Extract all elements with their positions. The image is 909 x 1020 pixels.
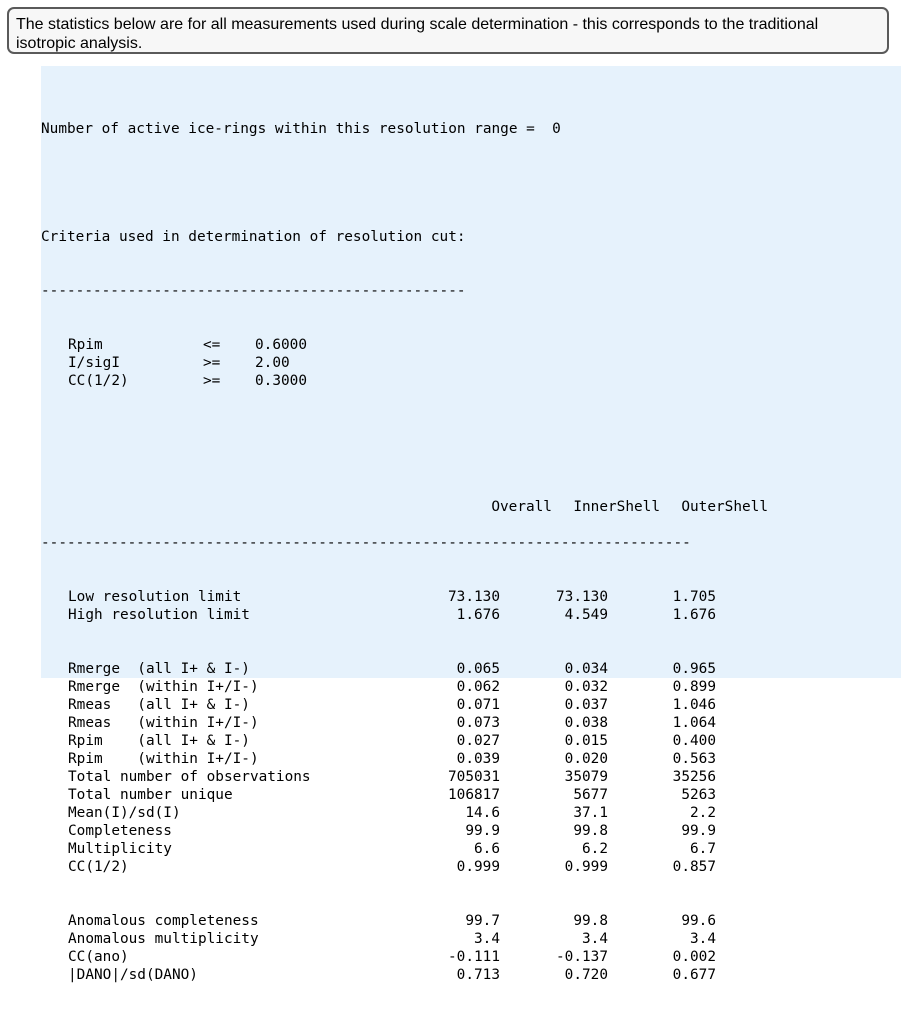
row-label: Anomalous completeness (68, 913, 259, 929)
row-label: Rpim (within I+/I-) (68, 751, 259, 767)
table-row (41, 804, 768, 822)
value-outershell: 5263 (681, 787, 716, 803)
value-innershell: 0.015 (564, 733, 608, 749)
value-overall: 99.9 (465, 823, 500, 839)
row-label: Total number of observations (68, 769, 311, 785)
statistics-panel (41, 66, 901, 983)
criteria-operator: >= (203, 373, 221, 389)
value-innershell: 73.130 (556, 589, 608, 605)
criteria-value: 0.6000 (255, 337, 307, 353)
value-innershell: 0.037 (564, 697, 608, 713)
criteria-name: I/sigI (68, 355, 120, 371)
criteria-row (41, 354, 768, 372)
table-row (41, 714, 768, 732)
row-label: High resolution limit (68, 607, 250, 623)
value-innershell: 4.549 (564, 607, 608, 623)
table-rule: --------------------------------------------------------------------------- (41, 535, 691, 551)
criteria-value: 0.3000 (255, 373, 307, 389)
ice-rings-line (41, 120, 768, 138)
table-row (41, 966, 768, 984)
row-label: |DANO|/sd(DANO) (68, 967, 198, 983)
value-innershell: 0.034 (564, 661, 608, 677)
row-label: Rmerge (all I+ & I-) (68, 661, 250, 677)
info-note-box (7, 7, 889, 54)
table-row (41, 840, 768, 858)
table-row (41, 786, 768, 804)
value-innershell: 0.999 (564, 859, 608, 875)
table-row (41, 678, 768, 696)
row-label: Rmerge (within I+/I-) (68, 679, 259, 695)
value-outershell: 1.705 (672, 589, 716, 605)
table-row (41, 822, 768, 840)
criteria-row (41, 372, 768, 390)
table-row (41, 858, 768, 876)
value-outershell: 0.899 (672, 679, 716, 695)
value-overall: -0.111 (448, 949, 500, 965)
value-overall: 0.039 (456, 751, 500, 767)
value-overall: 3.4 (474, 931, 500, 947)
row-label: Multiplicity (68, 841, 172, 857)
value-outershell: 0.002 (672, 949, 716, 965)
criteria-name: CC(1/2) (68, 373, 129, 389)
row-label: Total number unique (68, 787, 233, 803)
row-label: Mean(I)/sd(I) (68, 805, 181, 821)
table-row (41, 948, 768, 966)
value-overall: 106817 (448, 787, 500, 803)
value-overall: 0.071 (456, 697, 500, 713)
value-outershell: 3.4 (690, 931, 716, 947)
value-overall: 705031 (448, 769, 500, 785)
value-innershell: -0.137 (556, 949, 608, 965)
value-outershell: 1.046 (672, 697, 716, 713)
value-innershell: 37.1 (573, 805, 608, 821)
row-label: Completeness (68, 823, 172, 839)
value-innershell: 0.038 (564, 715, 608, 731)
row-label: CC(1/2) (68, 859, 129, 875)
value-innershell: 0.720 (564, 967, 608, 983)
value-outershell: 0.857 (672, 859, 716, 875)
ice-rings-label: Number of active ice-rings within this resolution range = (41, 121, 535, 137)
row-label: Rmeas (within I+/I-) (68, 715, 259, 731)
info-note-text: The statistics below are for all measurements used during scale determination - this corresponds to the traditional isotropic analysis. (16, 16, 819, 52)
value-innershell: 5677 (573, 787, 608, 803)
criteria-operator: >= (203, 355, 221, 371)
value-innershell: 0.020 (564, 751, 608, 767)
table-row (41, 696, 768, 714)
value-overall: 0.027 (456, 733, 500, 749)
table-row (41, 750, 768, 768)
value-innershell: 99.8 (573, 823, 608, 839)
criteria-title: Criteria used in determination of resolution cut: (41, 229, 466, 245)
row-label: Rmeas (all I+ & I-) (68, 697, 250, 713)
value-innershell: 35079 (564, 769, 608, 785)
value-overall: 73.130 (448, 589, 500, 605)
value-outershell: 1.676 (672, 607, 716, 623)
header-outershell: OuterShell (681, 499, 768, 515)
value-innershell: 3.4 (582, 931, 608, 947)
value-innershell: 99.8 (573, 913, 608, 929)
value-outershell: 99.6 (681, 913, 716, 929)
value-innershell: 0.032 (564, 679, 608, 695)
table-row (41, 768, 768, 786)
table-row (41, 930, 768, 948)
row-label: Rpim (all I+ & I-) (68, 733, 250, 749)
value-outershell: 1.064 (672, 715, 716, 731)
row-label: Anomalous multiplicity (68, 931, 259, 947)
row-label: CC(ano) (68, 949, 129, 965)
value-overall: 0.065 (456, 661, 500, 677)
header-innershell: InnerShell (573, 499, 660, 515)
row-label: Low resolution limit (68, 589, 242, 605)
value-outershell: 0.563 (672, 751, 716, 767)
statistics-text (41, 84, 768, 1020)
table-row (41, 660, 768, 678)
value-overall: 0.062 (456, 679, 500, 695)
criteria-value: 2.00 (255, 355, 290, 371)
value-outershell: 0.400 (672, 733, 716, 749)
value-outershell: 99.9 (681, 823, 716, 839)
value-overall: 0.073 (456, 715, 500, 731)
value-outershell: 6.7 (690, 841, 716, 857)
value-overall: 0.999 (456, 859, 500, 875)
criteria-rule: ------------------------------------------------- (41, 283, 466, 299)
criteria-row (41, 336, 768, 354)
value-overall: 14.6 (465, 805, 500, 821)
table-row (41, 912, 768, 930)
value-overall: 0.713 (456, 967, 500, 983)
criteria-name: Rpim (68, 337, 103, 353)
value-outershell: 2.2 (690, 805, 716, 821)
table-row (41, 732, 768, 750)
value-overall: 99.7 (465, 913, 500, 929)
value-outershell: 0.677 (672, 967, 716, 983)
value-overall: 6.6 (474, 841, 500, 857)
value-innershell: 6.2 (582, 841, 608, 857)
value-outershell: 35256 (672, 769, 716, 785)
table-row (41, 606, 768, 624)
header-overall: Overall (491, 499, 552, 515)
table-row (41, 588, 768, 606)
ice-rings-value: 0 (552, 121, 561, 137)
criteria-operator: <= (203, 337, 221, 353)
value-outershell: 0.965 (672, 661, 716, 677)
table-header-row (41, 480, 768, 515)
value-overall: 1.676 (456, 607, 500, 623)
